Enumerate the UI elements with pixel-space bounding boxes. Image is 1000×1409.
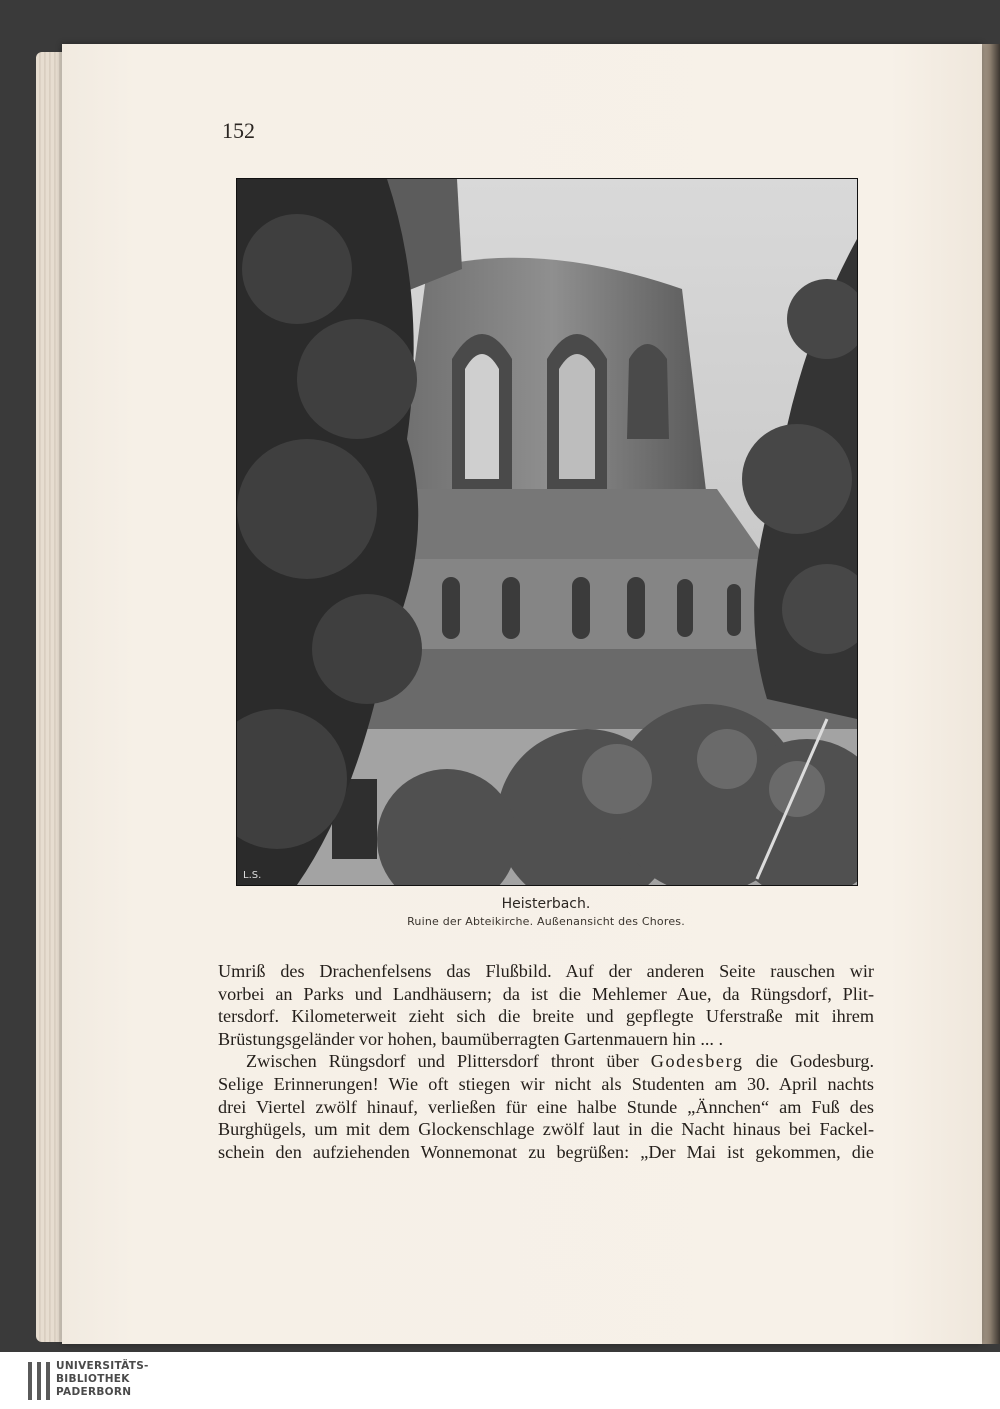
- page-number: 152: [222, 118, 255, 143]
- text-line: tersdorf. Kilometerweit zieht sich die breite und gepflegte Uferstraße mit ihrem: [218, 1006, 874, 1027]
- text-line: Umriß des Drachenfelsens das Flußbild. Auf der anderen Seite rauschen wir: [218, 961, 874, 981]
- text-line: schein den aufziehenden Wonnemonat zu begrüßen: „Der Mai ist gekommen, die: [218, 1141, 874, 1162]
- text-fragment-spaced: Godesberg: [650, 1051, 744, 1072]
- text-fragment: Zwischen Rüngsdorf und Plittersdorf thront über: [246, 1051, 651, 1072]
- text-line: [218, 1050, 874, 1073]
- footer-bar: [0, 1352, 1000, 1409]
- logo-line: UNIVERSITÄTS-: [56, 1360, 149, 1372]
- library-logo-icon: [28, 1362, 50, 1400]
- caption-title: Heisterbach.: [501, 896, 591, 912]
- text-line: Burghügels, um mit dem Glockenschlage zwölf laut in die Nacht hinaus bei Fackel-: [218, 1119, 874, 1140]
- text-line: vorbei an Parks und Landhäusern; da ist die Mehlemer Aue, da Rüngsdorf, Plit-: [218, 983, 874, 1004]
- photographer-mark: L.S.: [243, 870, 262, 881]
- text-line: Selige Erinnerungen! Wie oft stiegen wir nicht als Studenten am 30. April nachts: [218, 1073, 874, 1094]
- library-logo-text: [56, 1360, 149, 1399]
- text-line: drei Viertel zwölf hinauf, verließen für eine halbe Stunde „Ännchen“ am Fuß des: [218, 1096, 874, 1117]
- body-text: [218, 960, 874, 1163]
- caption-subtitle: Ruine der Abteikirche. Außenansicht des Chores.: [407, 915, 685, 928]
- logo-line: BIBLIOTHEK: [56, 1373, 130, 1385]
- photo-illustration: [237, 179, 857, 885]
- heisterbach-photo: [236, 178, 858, 886]
- text-fragment: die Godesburg.: [743, 1051, 874, 1072]
- text-line: Brüstungsgeländer vor hohen, baumüberragten Gartenmauern hin ... .: [218, 1028, 724, 1049]
- logo-line: PADERBORN: [56, 1386, 132, 1398]
